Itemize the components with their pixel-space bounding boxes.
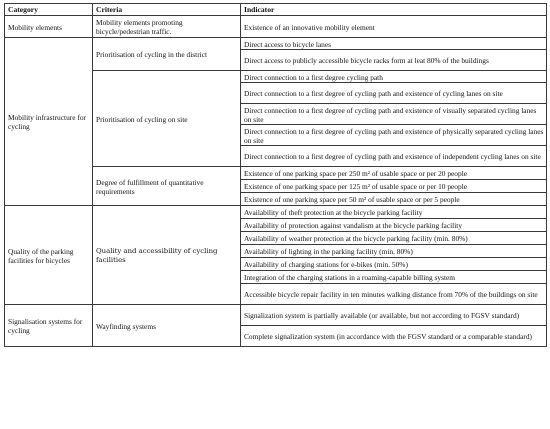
criteria-cell: Mobility elements promoting bicycle/pedestrian traffic.: [93, 16, 241, 38]
indicator-cell: Availability of weather protection at the bicycle parking facility (min. 80%): [241, 232, 547, 245]
column-header-criteria: Criteria: [93, 4, 241, 16]
category-cell: Mobility infrastructure for cycling: [5, 38, 93, 206]
table-row: [5, 305, 547, 326]
criteria-cell: Wayfinding systems: [93, 305, 241, 347]
indicator-cell: Direct connection to a first degree of cycling path and existence of independent cycling lanes on site: [241, 146, 547, 167]
table-row: [5, 16, 547, 38]
indicator-cell: Direct connection to a first degree cycling path: [241, 71, 547, 83]
indicator-cell: Complete signalization system (in accordance with the FGSV standard or a comparable standard): [241, 326, 547, 347]
indicator-cell: Integration of the charging stations in a roaming-capable billing system: [241, 271, 547, 284]
indicator-cell: Availability of lighting in the parking facility (min. 80%): [241, 245, 547, 258]
criteria-table: [4, 3, 547, 347]
indicator-cell: Direct connection to a first degree of cycling path and existence of visually separated cycling lanes on site: [241, 104, 547, 125]
table-header: [5, 4, 547, 16]
indicator-cell: Availability of theft protection at the bicycle parking facility: [241, 206, 547, 219]
indicator-cell: Availability of charging stations for e-bikes (min. 50%): [241, 258, 547, 271]
indicator-cell: Direct access to bicycle lanes: [241, 38, 547, 50]
criteria-cell: Degree of fulfillment of quantitative requirements: [93, 167, 241, 206]
table-row: [5, 38, 547, 50]
indicator-cell: Existence of one parking space per 125 m² of usable space or per 10 people: [241, 180, 547, 193]
column-header-indicator: Indicator: [241, 4, 547, 16]
indicator-cell: Existence of an innovative mobility element: [241, 16, 547, 38]
indicator-cell: Signalization system is partially available (or available, but not according to FGSV standard): [241, 305, 547, 326]
header-row: [5, 4, 547, 16]
indicator-cell: Direct connection to a first degree of cycling path and existence of physically separated cycling lanes on site: [241, 125, 547, 146]
indicator-cell: Direct access to publicly accessible bicycle racks form at leat 80% of the buildings: [241, 50, 547, 71]
indicator-cell: Existence of one parking space per 250 m² of usable space or per 20 people: [241, 167, 547, 180]
category-cell: Mobility elements: [5, 16, 93, 38]
category-cell: Quality of the parking facilities for bicycles: [5, 206, 93, 305]
criteria-cell: Prioritisation of cycling in the district: [93, 38, 241, 71]
indicator-cell: Existence of one parking space per 50 m² of usable space or per 5 people: [241, 193, 547, 206]
criteria-cell: Quality and accessibility of cycling facilities: [93, 206, 241, 305]
criteria-cell: Prioritisation of cycling on site: [93, 71, 241, 167]
table-row: [5, 206, 547, 219]
table-body: [5, 16, 547, 347]
indicator-cell: Accessible bicycle repair facility in ten minutes walking distance from 70% of the buildings on site: [241, 284, 547, 305]
category-cell: Signalisation systems for cycling: [5, 305, 93, 347]
indicator-cell: Availability of protection against vandalism at the bicycle parking facility: [241, 219, 547, 232]
column-header-category: Category: [5, 4, 93, 16]
indicator-cell: Direct connection to a first degree of cycling path and existence of cycling lanes on site: [241, 83, 547, 104]
